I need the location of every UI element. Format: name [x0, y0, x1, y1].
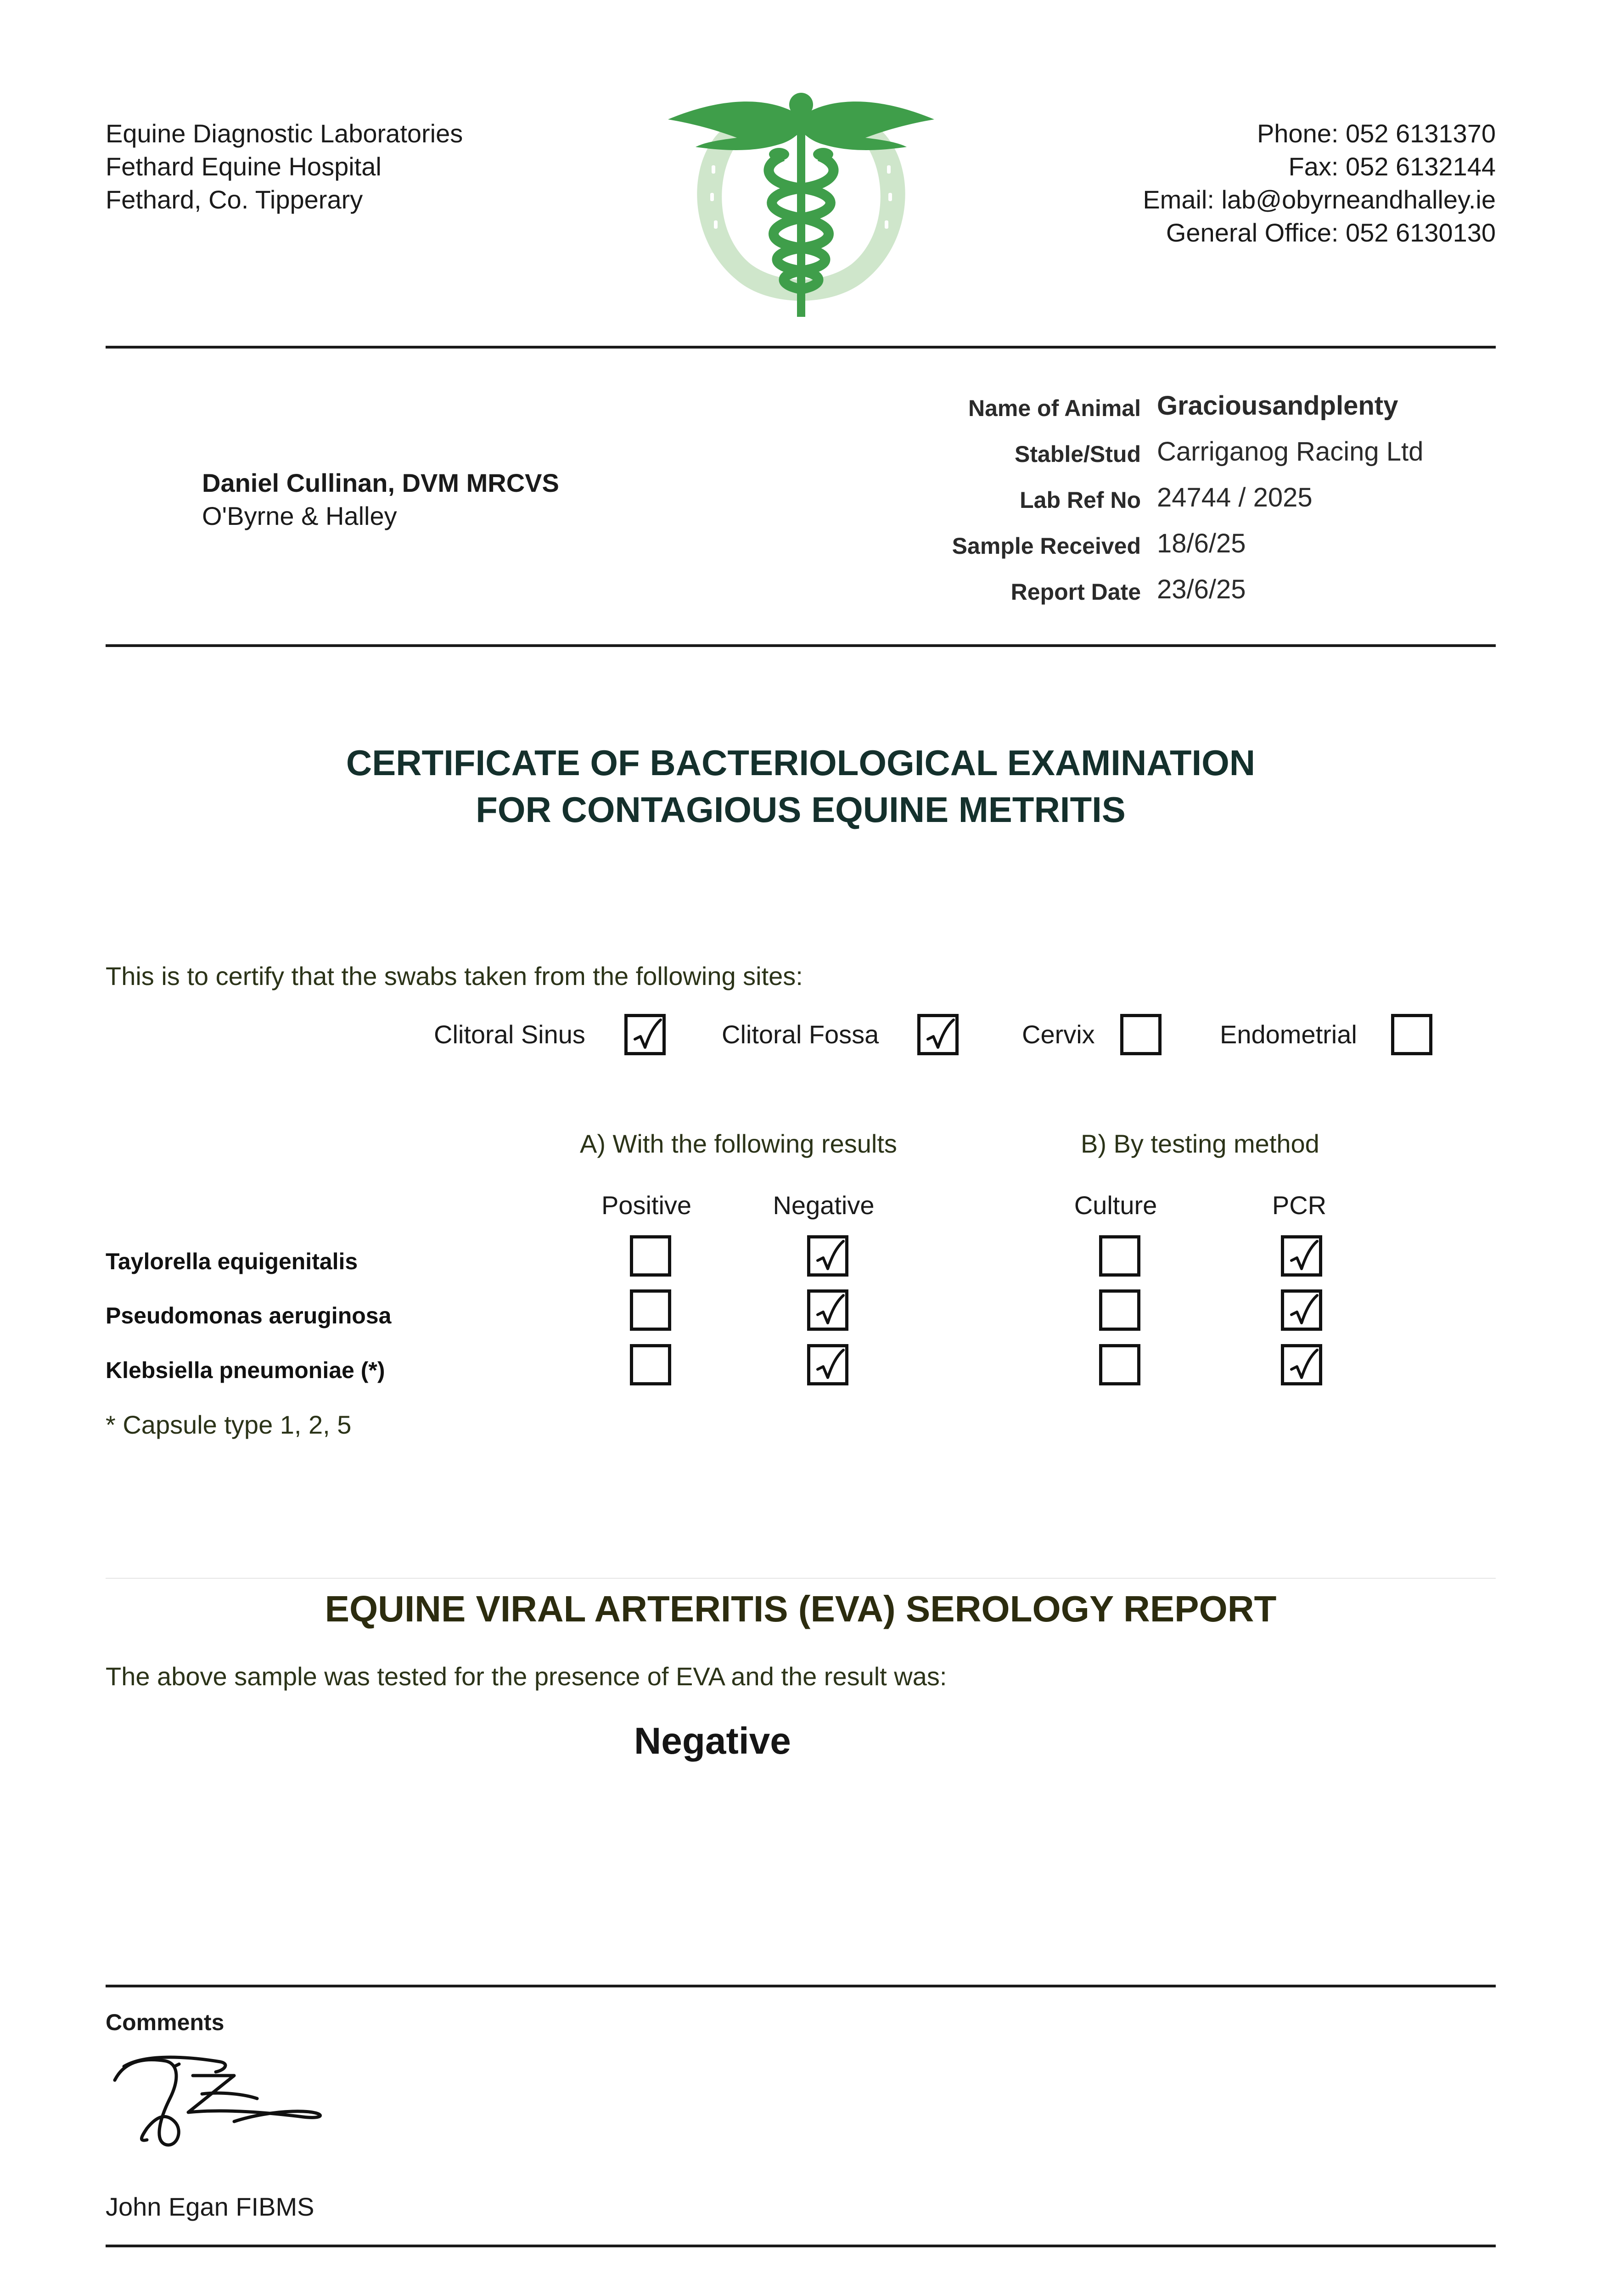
checkmark-icon: [924, 1018, 956, 1055]
result-checkbox-positive[interactable]: [630, 1289, 671, 1331]
checkmark-icon: [1288, 1294, 1320, 1330]
info-row-animal-name: [780, 390, 1497, 436]
site-checkbox-cervix[interactable]: [1120, 1014, 1162, 1055]
site-checkbox-endometrial[interactable]: [1391, 1014, 1432, 1055]
contact-office: General Office: 052 6130130: [1166, 218, 1496, 247]
certificate-title: [106, 739, 1496, 833]
result-checkbox-negative[interactable]: [807, 1344, 848, 1385]
column-positive: Positive: [601, 1191, 692, 1220]
recipient-block: [202, 467, 559, 533]
checkmark-icon: [1288, 1239, 1320, 1276]
info-row-report-date: [780, 574, 1497, 620]
result-checkbox-pcr[interactable]: [1281, 1289, 1322, 1331]
certificate-title-line-1: CERTIFICATE OF BACTERIOLOGICAL EXAMINATION: [346, 743, 1256, 783]
checkmark-icon: [814, 1294, 846, 1330]
divider-comments: [106, 1985, 1496, 1987]
caduceus-horseshoe-logo: [668, 87, 934, 317]
result-checkbox-negative[interactable]: [807, 1289, 848, 1331]
result-checkbox-positive[interactable]: [630, 1235, 671, 1277]
lab-ref-value: 24744 / 2025: [1157, 483, 1313, 512]
sample-received-value: 18/6/25: [1157, 529, 1246, 558]
info-row-lab-ref: [780, 482, 1497, 528]
site-label-endometrial: Endometrial: [1220, 1020, 1357, 1049]
site-checkbox-clitoral-fossa[interactable]: [917, 1014, 959, 1055]
recipient-name: Daniel Cullinan, DVM MRCVS: [202, 468, 559, 497]
checkmark-icon: [814, 1348, 846, 1385]
certify-intro: This is to certify that the swabs taken from the following sites:: [106, 962, 803, 990]
site-checkbox-clitoral-sinus[interactable]: [624, 1014, 666, 1055]
result-checkbox-positive[interactable]: [630, 1344, 671, 1385]
divider-eva: [106, 1578, 1496, 1579]
column-culture: Culture: [1074, 1191, 1157, 1220]
checkmark-icon: [1288, 1348, 1320, 1385]
site-label-clitoral-fossa: Clitoral Fossa: [722, 1020, 879, 1049]
checkmark-icon: [814, 1239, 846, 1276]
organism-label-taylorella: Taylorella equigenitalis: [106, 1249, 358, 1274]
eva-title: EQUINE VIRAL ARTERITIS (EVA) SEROLOGY REPORT: [325, 1588, 1277, 1629]
recipient-practice: O'Byrne & Halley: [202, 501, 397, 530]
eva-text: The above sample was tested for the presence of EVA and the result was:: [106, 1662, 947, 1691]
info-label: Name of Animal: [968, 395, 1141, 421]
result-checkbox-pcr[interactable]: [1281, 1344, 1322, 1385]
checkmark-icon: [631, 1018, 663, 1055]
organism-label-klebsiella: Klebsiella pneumoniae (*): [106, 1357, 385, 1383]
comments-label: Comments: [106, 2009, 224, 2035]
site-label-cervix: Cervix: [1022, 1020, 1095, 1049]
eva-result: Negative: [634, 1720, 791, 1762]
result-checkbox-pcr[interactable]: [1281, 1235, 1322, 1277]
divider-info: [106, 644, 1496, 647]
result-checkbox-culture[interactable]: [1099, 1289, 1140, 1331]
lab-address: [106, 117, 463, 216]
info-row-sample-received: [780, 528, 1497, 574]
address-line-2: Fethard Equine Hospital: [106, 152, 382, 181]
info-label: Lab Ref No: [1020, 487, 1141, 513]
info-label: Sample Received: [952, 533, 1141, 559]
footnote-capsule: * Capsule type 1, 2, 5: [106, 1410, 352, 1439]
column-negative: Negative: [773, 1191, 875, 1220]
divider-top: [106, 346, 1496, 349]
signatory-name: John Egan FIBMS: [106, 2192, 314, 2221]
divider-bottom: [106, 2245, 1496, 2247]
contact-email[interactable]: Email: lab@obyrneandhalley.ie: [1143, 185, 1496, 214]
info-label: Report Date: [1010, 579, 1141, 605]
section-b-label: B) By testing method: [1081, 1129, 1319, 1158]
section-a-label: A) With the following results: [580, 1129, 897, 1158]
lab-contact: [1143, 117, 1496, 249]
info-label: Stable/Stud: [1014, 441, 1141, 467]
organism-label-pseudomonas: Pseudomonas aeruginosa: [106, 1303, 392, 1328]
address-line-3: Fethard, Co. Tipperary: [106, 185, 363, 214]
address-line-1: Equine Diagnostic Laboratories: [106, 119, 463, 148]
contact-fax: Fax: 052 6132144: [1288, 152, 1496, 181]
animal-name-value: Graciousandplenty: [1157, 391, 1398, 421]
certificate-title-line-2: FOR CONTAGIOUS EQUINE METRITIS: [476, 789, 1126, 830]
result-checkbox-culture[interactable]: [1099, 1344, 1140, 1385]
contact-phone: Phone: 052 6131370: [1257, 119, 1496, 148]
result-checkbox-culture[interactable]: [1099, 1235, 1140, 1277]
handwritten-signature: [110, 2048, 340, 2154]
info-row-stable: [780, 436, 1497, 482]
site-label-clitoral-sinus: Clitoral Sinus: [434, 1020, 585, 1049]
stable-value: Carriganog Racing Ltd: [1157, 437, 1424, 467]
column-pcr: PCR: [1272, 1191, 1327, 1220]
result-checkbox-negative[interactable]: [807, 1235, 848, 1277]
report-date-value: 23/6/25: [1157, 574, 1246, 604]
